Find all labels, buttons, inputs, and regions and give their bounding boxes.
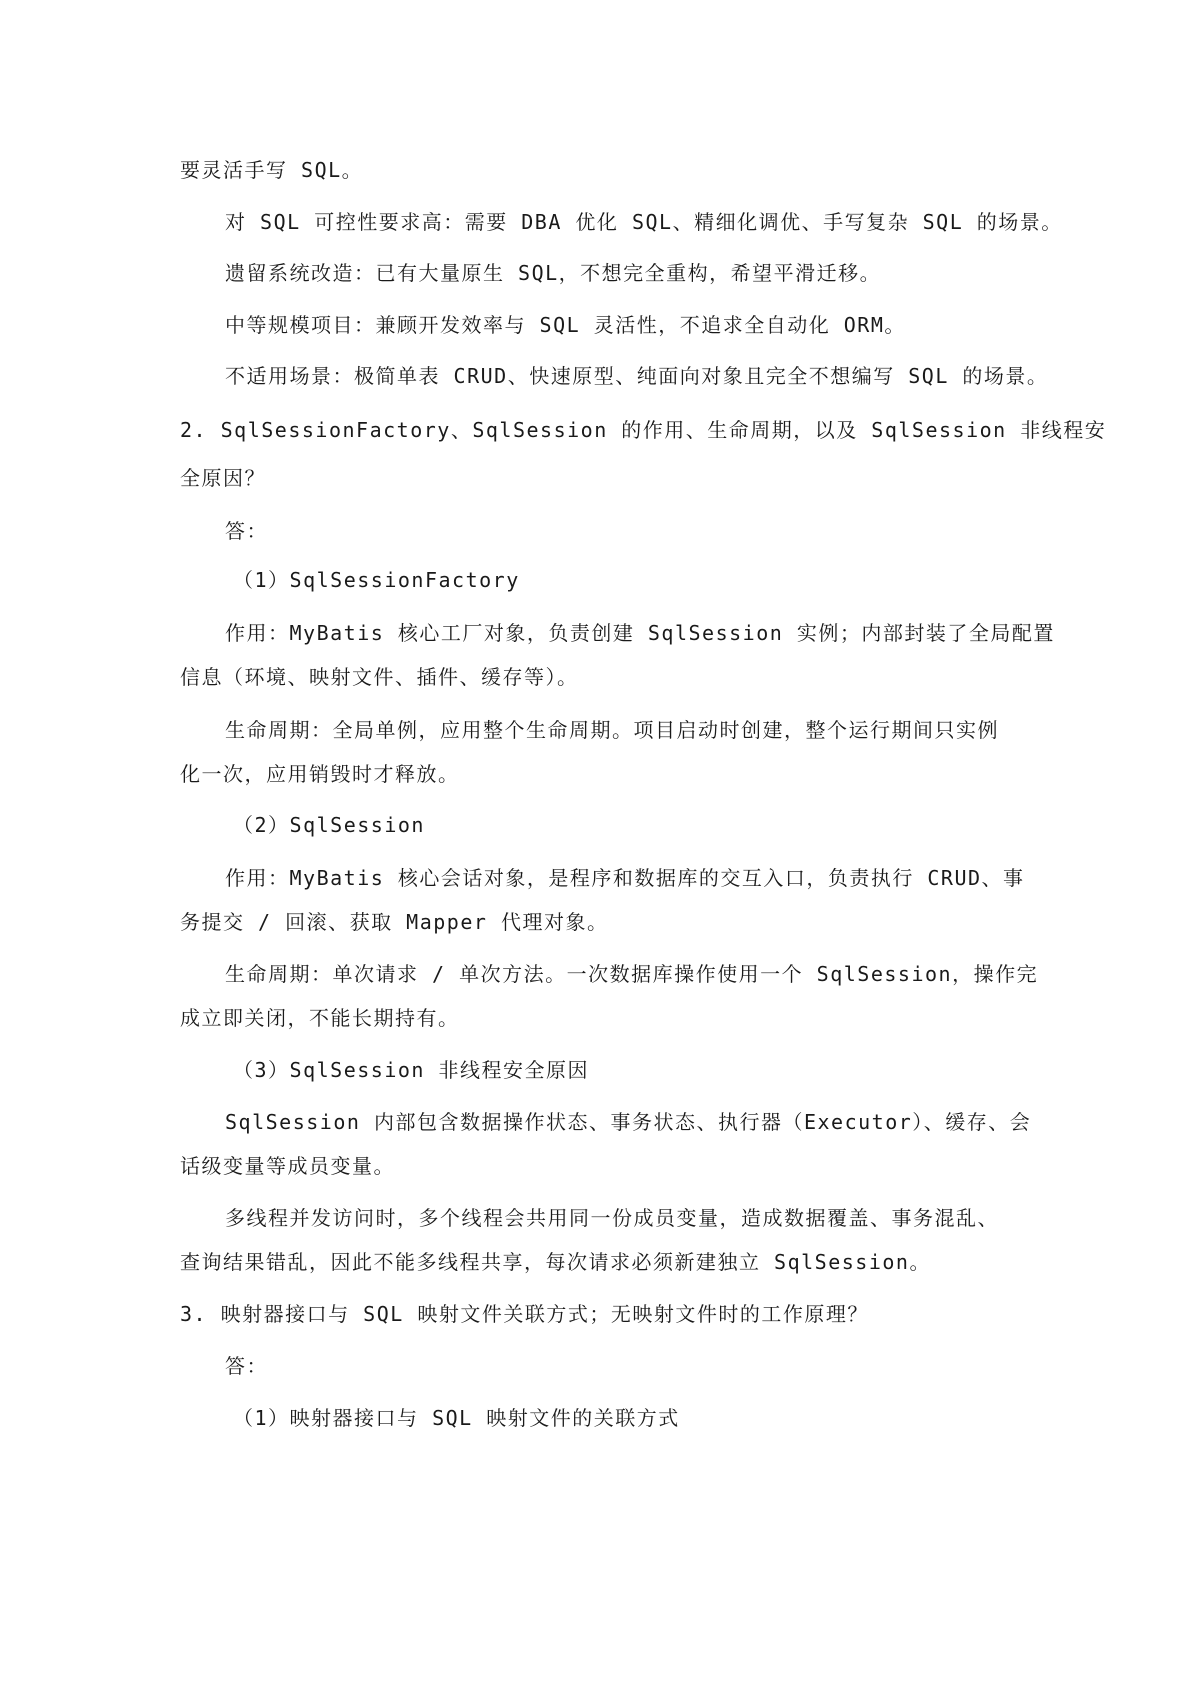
answer-label: 答： [225, 519, 268, 543]
text-line: 查询结果错乱，因此不能多线程共享，每次请求必须新建独立 SqlSession。 [180, 1250, 931, 1274]
question-heading-continued: 全原因？ [180, 466, 266, 490]
text-line: 信息（环境、映射文件、插件、缓存等）。 [180, 665, 579, 689]
text-line: 务提交 / 回滚、获取 Mapper 代理对象。 [180, 910, 609, 934]
question-heading: 2. SqlSessionFactory、SqlSession 的作用、生命周期，以及 SqlSession 非线程安 [180, 418, 1107, 442]
subsection-heading: （1）映射器接口与 SQL 映射文件的关联方式 [233, 1406, 680, 1430]
text-line: 遗留系统改造：已有大量原生 SQL，不想完全重构，希望平滑迁移。 [225, 261, 882, 285]
subsection-heading: （1）SqlSessionFactory [233, 568, 520, 592]
subsection-heading: （2）SqlSession [233, 813, 425, 837]
text-line: 话级变量等成员变量。 [180, 1154, 395, 1178]
answer-label: 答： [225, 1354, 268, 1378]
question-heading: 3. 映射器接口与 SQL 映射文件关联方式；无映射文件时的工作原理？ [180, 1302, 869, 1326]
text-line: 生命周期：全局单例，应用整个生命周期。项目启动时创建，整个运行期间只实例 [225, 718, 999, 742]
text-line: 作用：MyBatis 核心工厂对象，负责创建 SqlSession 实例；内部封装了全局配置 [225, 621, 1055, 645]
text-line: SqlSession 内部包含数据操作状态、事务状态、执行器（Executor）、缓存、会 [225, 1110, 1032, 1134]
text-line: 成立即关闭，不能长期持有。 [180, 1006, 460, 1030]
text-line: 生命周期：单次请求 / 单次方法。一次数据库操作使用一个 SqlSession，操作完 [225, 962, 1039, 986]
text-line: 中等规模项目：兼顾开发效率与 SQL 灵活性，不追求全自动化 ORM。 [225, 313, 906, 337]
text-line: 化一次，应用销毁时才释放。 [180, 762, 460, 786]
subsection-heading: （3）SqlSession 非线程安全原因 [233, 1058, 589, 1082]
text-line: 对 SQL 可控性要求高：需要 DBA 优化 SQL、精细化调优、手写复杂 SQL 的场景。 [225, 210, 1063, 234]
text-line: 作用：MyBatis 核心会话对象，是程序和数据库的交互入口，负责执行 CRUD、事 [225, 866, 1025, 890]
text-line: 要灵活手写 SQL。 [180, 158, 364, 182]
text-line: 不适用场景：极简单表 CRUD、快速原型、纯面向对象且完全不想编写 SQL 的场景。 [225, 364, 1049, 388]
text-line: 多线程并发访问时，多个线程会共用同一份成员变量，造成数据覆盖、事务混乱、 [225, 1206, 999, 1230]
